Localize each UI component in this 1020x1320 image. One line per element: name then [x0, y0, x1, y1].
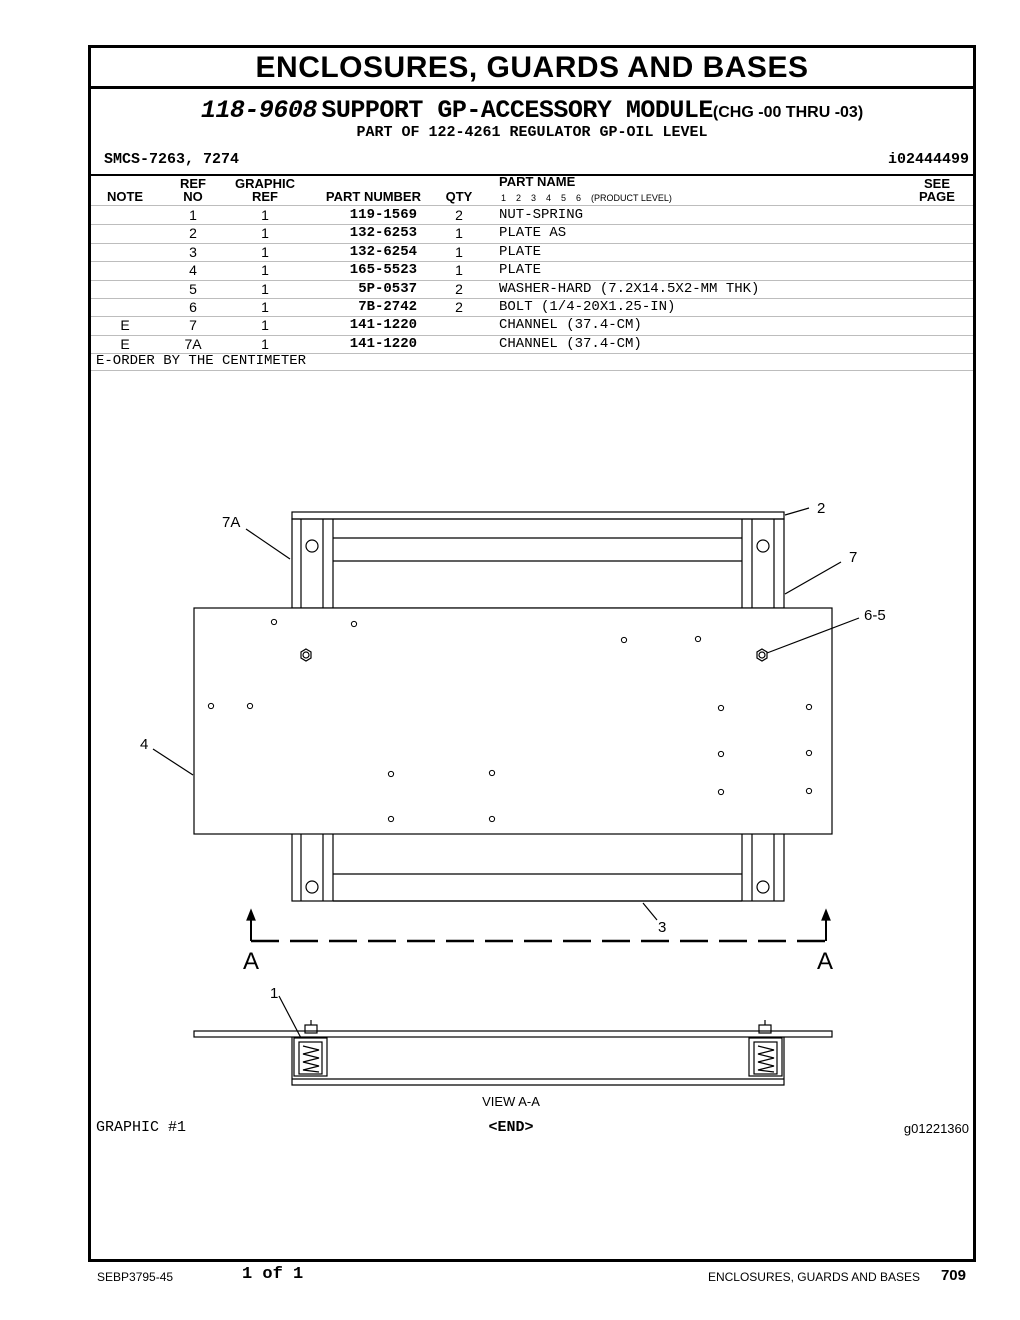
row-graphic-ref: 1	[261, 225, 269, 242]
row-qty: 1	[455, 262, 463, 279]
row-part-number: 7B-2742	[358, 299, 417, 315]
smcs-codes: SMCS-7263, 7274	[104, 151, 240, 168]
row-ref-no: 1	[189, 207, 197, 223]
row-part-number: 119-1569	[349, 207, 417, 223]
group-name: SUPPORT GP-ACCESSORY MODULE	[321, 96, 713, 125]
callout-6-5: 6-5	[864, 607, 886, 624]
row-qty: 1	[455, 243, 463, 260]
parts-illustration	[91, 48, 973, 1259]
row-part-name: NUT-SPRING	[499, 207, 584, 223]
col-see-page-header-bottom: PAGE	[919, 189, 955, 204]
row-graphic-ref: 1	[261, 207, 269, 223]
row-part-name: PLATE	[499, 243, 542, 260]
row-graphic-ref: 1	[261, 335, 269, 352]
view-aa-plate	[194, 1031, 832, 1037]
row-part-number: 132-6253	[349, 225, 417, 242]
col-ref-header-bottom: NO	[183, 189, 203, 204]
row-ref-no: 4	[189, 262, 197, 279]
row-part-name: PLATE AS	[499, 225, 567, 242]
callout-2: 2	[817, 500, 826, 517]
footer-section: ENCLOSURES, GUARDS AND BASES	[707, 1270, 920, 1284]
section-mark-left: A	[243, 948, 260, 975]
row-part-number: 141-1220	[349, 317, 417, 334]
spring-nut-left	[294, 1020, 327, 1076]
row-part-name: BOLT (1/4-20X1.25-IN)	[499, 299, 676, 315]
row-qty: 2	[455, 207, 463, 223]
row-part-name: PLATE	[499, 262, 542, 279]
footer-page-of: 1 of 1	[242, 1265, 304, 1284]
col-graphic-header-bottom: REF	[252, 189, 278, 204]
col-part-number-header: PART NUMBER	[325, 189, 421, 204]
support-frame-top	[292, 519, 784, 608]
row-part-name: CHANNEL (37.4-CM)	[499, 317, 642, 334]
col-graphic-header-top: GRAPHIC	[235, 176, 295, 191]
row-graphic-ref: 1	[261, 299, 269, 315]
row-ref-no: 6	[189, 299, 197, 315]
spring-nut-right	[749, 1020, 782, 1076]
part-of-line: PART OF 122-4261 REGULATOR GP-OIL LEVEL	[356, 124, 708, 141]
support-bar-top-edge	[292, 512, 784, 519]
row-part-number: 141-1220	[349, 335, 417, 352]
row-ref-no: 5	[189, 280, 197, 297]
page-frame	[88, 45, 976, 1262]
row-graphic-ref: 1	[261, 317, 269, 334]
footnote-e: E-ORDER BY THE CENTIMETER	[96, 353, 307, 369]
end-marker: <END>	[488, 1119, 534, 1136]
row-ref-no: 7	[189, 317, 197, 334]
row-part-name: CHANNEL (37.4-CM)	[499, 335, 642, 352]
callout-3: 3	[658, 919, 667, 936]
row-qty: 1	[455, 225, 463, 242]
row-note: E	[120, 335, 130, 352]
section-title: ENCLOSURES, GUARDS AND BASES	[91, 48, 973, 89]
change-range: (CHG -00 THRU -03)	[712, 104, 864, 121]
illustration-id: i02444499	[887, 151, 969, 168]
col-ref-header-top: REF	[180, 176, 206, 191]
view-label: VIEW A-A	[482, 1094, 540, 1109]
row-graphic-ref: 1	[261, 280, 269, 297]
row-ref-no: 2	[189, 225, 197, 242]
callout-7a: 7A	[222, 514, 241, 531]
product-level-header: 1 2 3 4 5 6 (PRODUCT LEVEL)	[501, 193, 672, 203]
footer-doc-number: SEBP3795-45	[97, 1270, 174, 1284]
callout-1: 1	[270, 985, 279, 1002]
callout-7: 7	[849, 549, 858, 566]
row-part-number: 5P-0537	[358, 280, 417, 297]
col-note-header: NOTE	[106, 189, 144, 204]
row-ref-no: 3	[189, 243, 197, 260]
row-part-number: 132-6254	[349, 243, 417, 260]
mounting-plate	[194, 608, 832, 834]
group-number: 118-9608	[200, 96, 317, 125]
section-mark-right: A	[817, 948, 834, 975]
row-ref-no: 7A	[184, 335, 202, 352]
callout-4: 4	[140, 736, 149, 753]
row-qty: 2	[455, 299, 463, 315]
row-graphic-ref: 1	[261, 262, 269, 279]
row-part-number: 165-5523	[349, 262, 417, 279]
col-see-page-header-top: SEE	[923, 176, 950, 191]
support-frame-bottom	[292, 831, 784, 901]
graphic-id: g01221360	[903, 1121, 969, 1136]
row-qty: 2	[455, 280, 463, 297]
row-note: E	[120, 317, 130, 334]
row-part-name: WASHER-HARD (7.2X14.5X2-MM THK)	[499, 280, 760, 297]
col-qty-header: QTY	[445, 189, 473, 204]
footer-page-number: 709	[940, 1267, 966, 1284]
col-part-name-header: PART NAME	[499, 174, 576, 189]
row-graphic-ref: 1	[261, 243, 269, 260]
graphic-label: GRAPHIC #1	[96, 1119, 187, 1136]
